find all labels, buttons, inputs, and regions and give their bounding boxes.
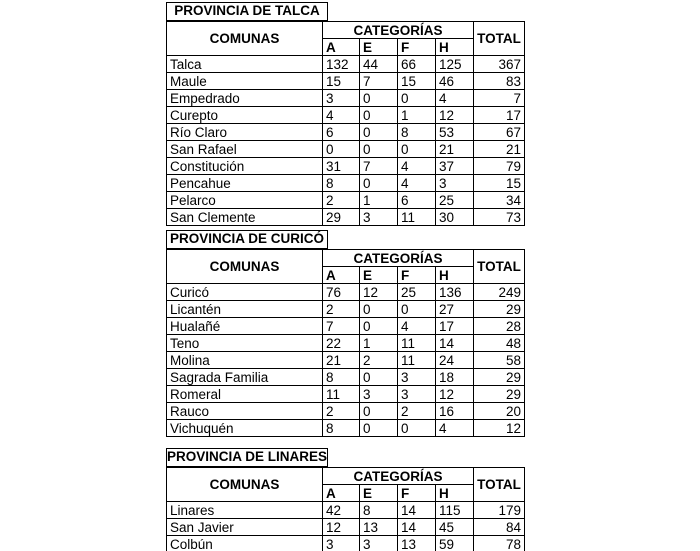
- categorias-header: CATEGORÍAS: [323, 250, 474, 267]
- table-row: [167, 141, 525, 158]
- category-value-cell: 2: [323, 301, 360, 318]
- total-value-cell: 79: [474, 158, 525, 175]
- category-value-cell: 21: [436, 141, 474, 158]
- total-value-cell: 7: [474, 90, 525, 107]
- comuna-cell: Maule: [167, 73, 323, 90]
- category-value-cell: 8: [323, 420, 360, 437]
- category-f-header: F: [398, 485, 436, 502]
- category-value-cell: 0: [360, 90, 398, 107]
- total-value-cell: 34: [474, 192, 525, 209]
- table-row: [167, 175, 525, 192]
- table-row: [167, 192, 525, 209]
- province-title: PROVINCIA DE LINARES: [166, 448, 328, 467]
- total-value-cell: 84: [474, 519, 525, 536]
- category-value-cell: 29: [323, 209, 360, 226]
- comuna-cell: San Clemente: [167, 209, 323, 226]
- category-value-cell: 6: [398, 192, 436, 209]
- categorias-header: CATEGORÍAS: [323, 468, 474, 485]
- category-h-header: H: [436, 485, 474, 502]
- category-e-header: E: [360, 39, 398, 56]
- category-value-cell: 0: [360, 420, 398, 437]
- category-value-cell: 0: [360, 301, 398, 318]
- category-value-cell: 37: [436, 158, 474, 175]
- table-row: [167, 301, 525, 318]
- total-value-cell: 249: [474, 284, 525, 301]
- category-value-cell: 31: [323, 158, 360, 175]
- table-body: [167, 284, 525, 437]
- category-value-cell: 0: [360, 124, 398, 141]
- category-value-cell: 25: [398, 284, 436, 301]
- table-row: [167, 90, 525, 107]
- category-value-cell: 8: [323, 369, 360, 386]
- table-body: [167, 56, 525, 226]
- category-value-cell: 4: [398, 158, 436, 175]
- table-row: [167, 403, 525, 420]
- category-value-cell: 13: [360, 519, 398, 536]
- table-row: [167, 502, 525, 519]
- total-value-cell: 83: [474, 73, 525, 90]
- category-value-cell: 11: [398, 209, 436, 226]
- table-row: [167, 369, 525, 386]
- category-value-cell: 17: [436, 318, 474, 335]
- category-value-cell: 12: [436, 386, 474, 403]
- province-title: PROVINCIA DE TALCA: [166, 2, 328, 21]
- province-section-curico: [166, 230, 524, 437]
- category-a-header: A: [323, 485, 360, 502]
- total-value-cell: 21: [474, 141, 525, 158]
- category-value-cell: 0: [360, 175, 398, 192]
- category-value-cell: 2: [323, 192, 360, 209]
- province-table: [166, 467, 525, 551]
- category-value-cell: 18: [436, 369, 474, 386]
- categorias-header: CATEGORÍAS: [323, 22, 474, 39]
- category-value-cell: 3: [360, 209, 398, 226]
- category-value-cell: 7: [323, 318, 360, 335]
- category-value-cell: 11: [398, 352, 436, 369]
- comunas-header: COMUNAS: [167, 250, 323, 284]
- category-value-cell: 0: [360, 403, 398, 420]
- category-value-cell: 45: [436, 519, 474, 536]
- table-row: [167, 107, 525, 124]
- total-value-cell: 29: [474, 301, 525, 318]
- province-table: [166, 249, 525, 437]
- category-value-cell: 7: [360, 73, 398, 90]
- category-value-cell: 3: [398, 369, 436, 386]
- category-value-cell: 4: [436, 420, 474, 437]
- comuna-cell: Romeral: [167, 386, 323, 403]
- category-value-cell: 1: [360, 192, 398, 209]
- total-value-cell: 12: [474, 420, 525, 437]
- category-value-cell: 27: [436, 301, 474, 318]
- province-section-talca: [166, 2, 524, 226]
- category-value-cell: 3: [360, 536, 398, 551]
- total-value-cell: 29: [474, 369, 525, 386]
- category-value-cell: 21: [323, 352, 360, 369]
- category-value-cell: 125: [436, 56, 474, 73]
- category-value-cell: 14: [398, 519, 436, 536]
- table-row: [167, 124, 525, 141]
- table-row: [167, 536, 525, 551]
- category-f-header: F: [398, 267, 436, 284]
- category-value-cell: 14: [398, 502, 436, 519]
- category-value-cell: 30: [436, 209, 474, 226]
- comuna-cell: Pencahue: [167, 175, 323, 192]
- category-value-cell: 13: [398, 536, 436, 551]
- category-value-cell: 15: [398, 73, 436, 90]
- total-value-cell: 29: [474, 386, 525, 403]
- comuna-cell: San Javier: [167, 519, 323, 536]
- category-value-cell: 0: [398, 90, 436, 107]
- category-value-cell: 4: [398, 318, 436, 335]
- category-value-cell: 25: [436, 192, 474, 209]
- category-value-cell: 14: [436, 335, 474, 352]
- province-title: PROVINCIA DE CURICÓ: [166, 230, 328, 249]
- table-row: [167, 56, 525, 73]
- comuna-cell: Hualañé: [167, 318, 323, 335]
- category-value-cell: 2: [398, 403, 436, 420]
- comuna-cell: Curicó: [167, 284, 323, 301]
- category-value-cell: 59: [436, 536, 474, 551]
- category-h-header: H: [436, 39, 474, 56]
- table-row: [167, 209, 525, 226]
- comuna-cell: Empedrado: [167, 90, 323, 107]
- category-value-cell: 4: [323, 107, 360, 124]
- category-value-cell: 12: [436, 107, 474, 124]
- category-value-cell: 24: [436, 352, 474, 369]
- total-header: TOTAL: [474, 250, 525, 284]
- table-row: [167, 386, 525, 403]
- comuna-cell: Linares: [167, 502, 323, 519]
- category-value-cell: 4: [398, 175, 436, 192]
- category-value-cell: 8: [398, 124, 436, 141]
- category-value-cell: 8: [360, 502, 398, 519]
- province-section-linares: [166, 448, 524, 551]
- category-value-cell: 3: [323, 536, 360, 551]
- total-value-cell: 67: [474, 124, 525, 141]
- total-value-cell: 78: [474, 536, 525, 551]
- comunas-header: COMUNAS: [167, 22, 323, 56]
- category-value-cell: 15: [323, 73, 360, 90]
- category-e-header: E: [360, 267, 398, 284]
- comunas-header: COMUNAS: [167, 468, 323, 502]
- category-value-cell: 132: [323, 56, 360, 73]
- table-row: [167, 335, 525, 352]
- table-row: [167, 73, 525, 90]
- table-row: [167, 352, 525, 369]
- category-value-cell: 76: [323, 284, 360, 301]
- category-value-cell: 42: [323, 502, 360, 519]
- category-f-header: F: [398, 39, 436, 56]
- category-value-cell: 0: [398, 141, 436, 158]
- comuna-cell: Molina: [167, 352, 323, 369]
- comuna-cell: Licantén: [167, 301, 323, 318]
- category-value-cell: 53: [436, 124, 474, 141]
- category-value-cell: 12: [360, 284, 398, 301]
- category-value-cell: 8: [323, 175, 360, 192]
- category-value-cell: 0: [360, 318, 398, 335]
- table-row: [167, 420, 525, 437]
- category-value-cell: 11: [323, 386, 360, 403]
- comuna-cell: Río Claro: [167, 124, 323, 141]
- total-value-cell: 367: [474, 56, 525, 73]
- category-e-header: E: [360, 485, 398, 502]
- comuna-cell: Pelarco: [167, 192, 323, 209]
- category-value-cell: 66: [398, 56, 436, 73]
- category-value-cell: 22: [323, 335, 360, 352]
- category-value-cell: 2: [323, 403, 360, 420]
- category-value-cell: 7: [360, 158, 398, 175]
- category-a-header: A: [323, 39, 360, 56]
- total-value-cell: 73: [474, 209, 525, 226]
- category-value-cell: 4: [436, 90, 474, 107]
- category-value-cell: 3: [436, 175, 474, 192]
- comuna-cell: Sagrada Familia: [167, 369, 323, 386]
- comuna-cell: Constitución: [167, 158, 323, 175]
- category-value-cell: 12: [323, 519, 360, 536]
- total-header: TOTAL: [474, 22, 525, 56]
- category-value-cell: 6: [323, 124, 360, 141]
- total-value-cell: 179: [474, 502, 525, 519]
- category-value-cell: 0: [360, 141, 398, 158]
- category-value-cell: 0: [360, 369, 398, 386]
- total-header: TOTAL: [474, 468, 525, 502]
- category-value-cell: 3: [323, 90, 360, 107]
- total-value-cell: 15: [474, 175, 525, 192]
- category-value-cell: 3: [360, 386, 398, 403]
- total-value-cell: 17: [474, 107, 525, 124]
- comuna-cell: Vichuquén: [167, 420, 323, 437]
- category-value-cell: 16: [436, 403, 474, 420]
- comuna-cell: Teno: [167, 335, 323, 352]
- total-value-cell: 58: [474, 352, 525, 369]
- comuna-cell: Curepto: [167, 107, 323, 124]
- category-value-cell: 1: [398, 107, 436, 124]
- category-value-cell: 3: [398, 386, 436, 403]
- category-value-cell: 46: [436, 73, 474, 90]
- comuna-cell: Rauco: [167, 403, 323, 420]
- category-a-header: A: [323, 267, 360, 284]
- comuna-cell: San Rafael: [167, 141, 323, 158]
- category-value-cell: 11: [398, 335, 436, 352]
- province-table: [166, 21, 525, 226]
- table-row: [167, 519, 525, 536]
- category-value-cell: 44: [360, 56, 398, 73]
- total-value-cell: 48: [474, 335, 525, 352]
- total-value-cell: 20: [474, 403, 525, 420]
- comuna-cell: Talca: [167, 56, 323, 73]
- category-value-cell: 0: [360, 107, 398, 124]
- table-row: [167, 158, 525, 175]
- category-value-cell: 115: [436, 502, 474, 519]
- category-value-cell: 0: [323, 141, 360, 158]
- comuna-cell: Colbún: [167, 536, 323, 551]
- category-h-header: H: [436, 267, 474, 284]
- category-value-cell: 1: [360, 335, 398, 352]
- category-value-cell: 2: [360, 352, 398, 369]
- table-row: [167, 318, 525, 335]
- category-value-cell: 136: [436, 284, 474, 301]
- table-body: [167, 502, 525, 551]
- table-row: [167, 284, 525, 301]
- category-value-cell: 0: [398, 420, 436, 437]
- category-value-cell: 0: [398, 301, 436, 318]
- total-value-cell: 28: [474, 318, 525, 335]
